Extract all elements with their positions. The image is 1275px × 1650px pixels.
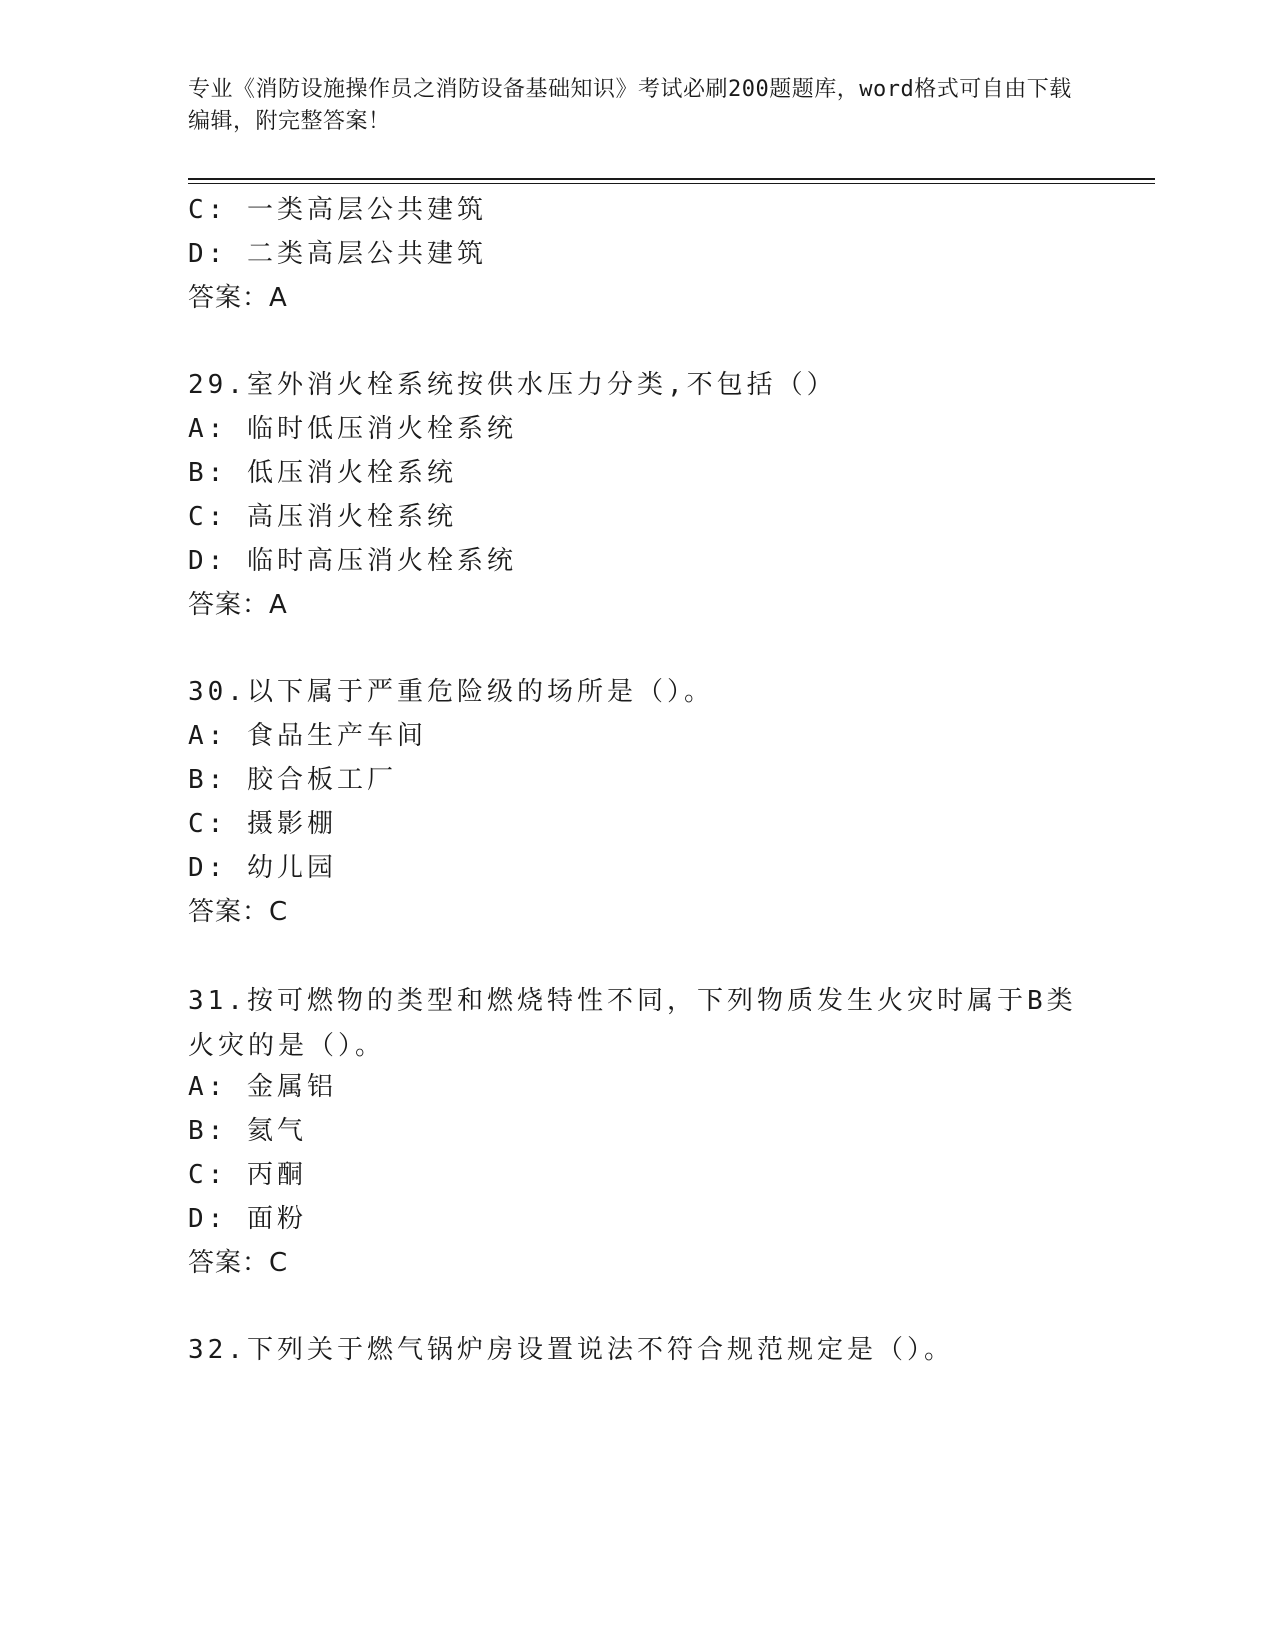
q31-stem: 31.按可燃物的类型和燃烧特性不同，下列物质发生火灾时属于B类火灾的是（）。 bbox=[188, 986, 1077, 1061]
q31-option-d: D: 面粉 bbox=[188, 1204, 307, 1234]
header-divider-thick bbox=[188, 178, 1155, 180]
q30-answer: 答案：C bbox=[188, 897, 289, 927]
q30-stem: 30.以下属于严重危险级的场所是（）。 bbox=[188, 677, 714, 707]
q29-option-c: C: 高压消火栓系统 bbox=[188, 502, 457, 532]
q29-answer: 答案：A bbox=[188, 590, 288, 620]
q31-answer: 答案：C bbox=[188, 1248, 289, 1278]
q31-option-c: C: 丙酮 bbox=[188, 1160, 307, 1190]
q29-stem: 29.室外消火栓系统按供水压力分类,不包括（） bbox=[188, 370, 837, 400]
q30-option-b: B: 胶合板工厂 bbox=[188, 765, 397, 795]
q30-option-c: C: 摄影棚 bbox=[188, 809, 337, 839]
q29-option-a: A: 临时低压消火栓系统 bbox=[188, 414, 517, 444]
q30-option-d: D: 幼儿园 bbox=[188, 853, 337, 883]
q28-option-d: D: 二类高层公共建筑 bbox=[188, 239, 487, 269]
q28-option-c: C: 一类高层公共建筑 bbox=[188, 195, 487, 225]
q30-option-a: A: 食品生产车间 bbox=[188, 721, 427, 751]
q29-option-d: D: 临时高压消火栓系统 bbox=[188, 546, 517, 576]
q28-answer: 答案：A bbox=[188, 283, 288, 313]
q29-option-b: B: 低压消火栓系统 bbox=[188, 458, 457, 488]
document-header: 专业《消防设施操作员之消防设备基础知识》考试必刷200题题库，word格式可自由下载编辑，附完整答案！ bbox=[188, 77, 1072, 134]
header-divider-thin bbox=[188, 183, 1155, 184]
q31-option-b: B: 氦气 bbox=[188, 1116, 307, 1146]
q31-option-a: A: 金属铝 bbox=[188, 1072, 337, 1102]
q32-stem: 32.下列关于燃气锅炉房设置说法不符合规范规定是（）。 bbox=[188, 1335, 954, 1365]
